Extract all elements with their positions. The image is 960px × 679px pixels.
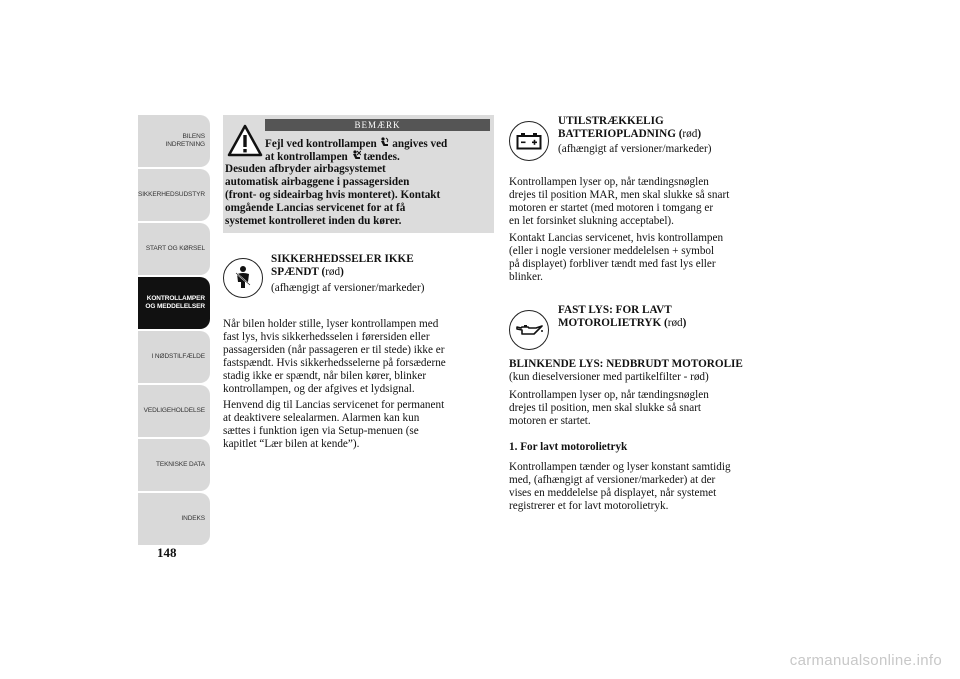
note-box <box>223 115 494 233</box>
seatbelt-title-1: SIKKERHEDSSELER IKKE <box>271 253 414 265</box>
oil-heading-2-sub: (kun dieselversioner med partikelfilter - rød) <box>509 371 709 383</box>
note-line-6: omgående Lancias servicenet for at få <box>225 202 406 214</box>
oil-title-2: MOTOROLIETRYK (rød) <box>558 317 687 329</box>
tab-vedligeholdelse[interactable]: VEDLIGEHOLDELSE <box>138 385 210 437</box>
oil-subheading: 1. For lavt motorolietryk <box>509 441 628 453</box>
tab-i-nodstilfaelde[interactable]: I NØDSTILFÆLDE <box>138 331 210 383</box>
battery-title-2: BATTERIOPLADNING (rød) <box>558 128 702 140</box>
note-line-3: Desuden afbryder airbagsystemet <box>225 163 386 175</box>
tab-sikkerhedsudstyr[interactable]: SIKKERHEDSUDSTYR <box>138 169 210 221</box>
tab-kontrollamper[interactable]: KONTROLLAMPER OG MEDDELELSER <box>138 277 210 329</box>
note-header: BEMÆRK <box>265 119 490 131</box>
airbag-off-icon <box>351 150 361 161</box>
tab-bilens-indretning[interactable]: BILENS INDRETNING <box>138 115 210 167</box>
note-line-1a: Fejl ved kontrollampen <box>265 138 377 150</box>
watermark: carmanualsonline.info <box>789 652 942 669</box>
tab-start-og-korsel[interactable]: START OG KØRSEL <box>138 223 210 275</box>
oil-pressure-warning-icon <box>509 310 549 350</box>
battery-subtitle: (afhængigt af versioner/markeder) <box>558 143 712 155</box>
seatbelt-warning-icon <box>223 258 263 298</box>
oil-title-1: FAST LYS: FOR LAVT <box>558 304 672 316</box>
oil-can-icon <box>514 323 544 337</box>
warning-triangle-icon <box>227 124 263 158</box>
oil-heading-2: BLINKENDE LYS: NEDBRUDT MOTOROLIE <box>509 358 743 370</box>
note-line-4: automatisk airbaggene i passagersiden <box>225 176 410 188</box>
seatbelt-title-2: SPÆNDT (rød) <box>271 266 344 278</box>
note-line-2a: at kontrollampen <box>265 151 348 163</box>
airbag-icon <box>379 137 389 148</box>
battery-title-1: UTILSTRÆKKELIG <box>558 115 664 127</box>
note-line-1b: angives ved <box>392 138 448 150</box>
tab-tekniske-data[interactable]: TEKNISKE DATA <box>138 439 210 491</box>
note-line-5: (front- og sideairbag hvis monteret). Kontakt <box>225 189 441 201</box>
seatbelt-icon <box>231 265 255 291</box>
note-line-2b: tændes. <box>363 151 400 163</box>
note-line-7: systemet kontrolleret inden du kører. <box>225 215 402 227</box>
tab-indeks[interactable]: INDEKS <box>138 493 210 545</box>
seatbelt-subtitle: (afhængigt af versioner/markeder) <box>271 282 425 294</box>
battery-warning-icon <box>509 121 549 161</box>
battery-icon <box>516 132 542 150</box>
page-number: 148 <box>157 545 177 560</box>
